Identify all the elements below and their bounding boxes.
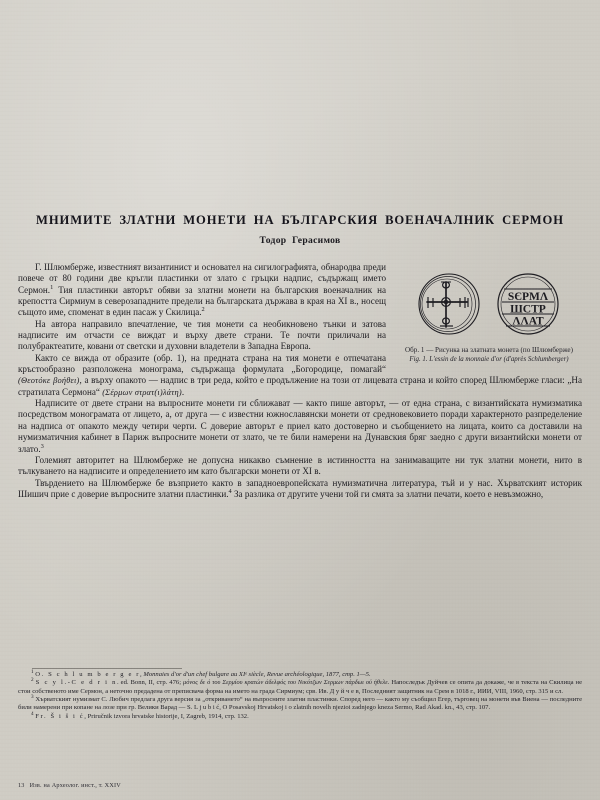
footnote-3-marker: 3: [31, 693, 34, 700]
footnote-2-text: . ed. Bonn, II, стр. 476;: [117, 679, 184, 687]
footnote-1-author: O. S c h l u m b e r g e r: [35, 671, 141, 678]
p3-text-a: Както се вижда от образите (обр. 1), на предната страна на тия монети е отпечатана кръстообразно разположена монограма, съдържаща формулата „Богородице, помагай“: [18, 352, 386, 375]
footnote-1-marker: 1: [31, 668, 34, 675]
paragraph-6: [18, 478, 582, 501]
p3-text-c: .: [181, 386, 185, 397]
reverse-coin-inscription-icon: [493, 269, 563, 339]
paragraph-4: [18, 398, 582, 455]
paragraph-2: На автора направило впечатление, че тия монети са необикновено тънки и затова надписите им отчасти се виждат и върху двете страни. Те почти приличали на полубрактеатите, ковани от светски и духовни владетели в Западна Европа.: [18, 318, 386, 352]
footnote-1-text: , Monnaies d'or d'un chef bulgare au XIᵉ siècle, Revue archéologique, 1877, стр. 1—5.: [140, 671, 371, 678]
series-title: Изв. на Археолог. инст., т. XXIV: [29, 782, 121, 789]
obverse-coin-monogram-icon: [415, 269, 485, 339]
footnote-2-author: S c y l.-C e d r i n: [35, 679, 118, 687]
page-title: МНИМИТЕ ЗЛАТНИ МОНЕТИ НА БЪЛГАРСКИЯ ВОЕНАЧАЛНИК СЕРМОН: [36, 213, 564, 228]
page-number: 13: [18, 782, 25, 789]
figure-caption-fr: Fig. 1. L'essin de la monnaie d'or (d'après Schlumberger): [409, 356, 569, 364]
paragraph-5: Големият авторитет на Шлюмберже не допусна никакво съмнение в истинността на занимаващите ни тук златни монети, нито в тълкуването на надписите и определението им като български монети от XI в.: [18, 454, 582, 477]
footnote-4-marker: 4: [31, 710, 34, 717]
footnote-ref-1[interactable]: 1: [50, 283, 54, 291]
page-content: [18, 0, 582, 800]
page-footer: [18, 782, 121, 789]
footnote-ref-2[interactable]: 2: [201, 306, 205, 314]
coin-illustrations: [396, 266, 582, 342]
greek-theotoke: (Θεοτόκε βοήθει): [18, 376, 80, 386]
article-author: Тодор Герасимов: [259, 235, 341, 246]
svg-text:ЅЄΡΜΛ: ЅЄΡΜΛ: [507, 291, 549, 303]
footnote-2: [18, 679, 582, 696]
p3-text-b: , а върху опакото — надпис в три реда, който е продължение на този от лицевата страна и който според Шлюмберже гласи: „На стратилата Сермона“: [18, 375, 582, 397]
footnote-2-marker: 2: [31, 677, 34, 684]
svg-text:ШСΤΡ: ШСΤΡ: [510, 303, 546, 316]
footnote-4-author: Fr. Š i š i ć: [35, 712, 85, 720]
p6-text-a: Твърдението на Шлюмберже бе възприето както в западноевропейската нумизматична литература, тъй и у нас. Хърватският историк Шишич прие с доверие въпросните златни пластинки.: [18, 477, 582, 499]
svg-text:ΛΛΑΤ: ΛΛΑΤ: [512, 315, 544, 328]
figure-caption-bg: Обр. 1 — Рисунка на златната монета (по Шлюмберже): [405, 346, 573, 354]
footnote-ref-4[interactable]: 4: [228, 487, 232, 495]
footnote-2-greek: μόνος δε ό του Σερμίου κρατών άδελφός του Νικότζων Σερμων πάρδωι ού ήθελε: [183, 679, 388, 687]
footnote-separator-rule: [32, 668, 182, 669]
p6-text-b: За разлика от другите учени той ги смята за златни печати, което е невъзможно,: [231, 488, 544, 499]
footnote-3: [18, 693, 582, 713]
greek-sermon-stratilate: (Σέρμων στρατ(ι)λάτη): [102, 387, 182, 397]
footnote-2-text2: . Напоследък Дуйчев се опита да докаже, че в текста на Скилица не стои собственото име Сермон, а неточно предадена от преписвача форма на името на града Сирмиум; срв. Ив. Д у й ч е в, Последният защитник на Срем в 1018 г., ИИИ, VIII, 1960, стр. 315 и сл.: [18, 679, 583, 695]
article-body: [18, 262, 582, 500]
figure-1: [396, 266, 582, 365]
footnote-4: [18, 710, 582, 721]
footnote-4-text: , Priručnik izvora hrvatske historije, I, Zagreb, 1914, стр. 132.: [84, 712, 249, 720]
footnote-3-text: Хърватският нумизмат С. Любич предлага друга версия за „откриването“ на въпросните златни пластинки. Според него — както му съобщил Егер, търговец на монети във Виена — последните били намерени при копане на лозе при гр. Велики Варад — S. L j u b i ć, O Posavskoj Hrvatskoj i o zlatnih novelh njezioi zadnjego kneza Sermo, Rad Akad. kn., 43, стр. 107.: [18, 696, 582, 712]
footnotes-section: [18, 668, 583, 721]
p4-text-a: Надписите от двете страни на въпросните монети ги сближават — както пише авторът, — от една страна, с византийската нумизматика посредством монограмата от лицето, а, от друга — с известни южнославянски монети от средновековието поради характерното разпределение на надписа от опакото между четири черти. С доверие авторът е приел като достоверно и съобщението на лицата, които са доставили на нумизматичния кабинет в Париж въпросните монети от злато, че те били намерени на Дунавския бряг заедно с други византийски монети от злато.: [18, 398, 582, 454]
figure-caption: [396, 346, 582, 365]
p1-text-b: Тия пластинки авторът обяви за златни монети на българския военачалник на крепостта Сирмиум в северозападните предели на българската държава в края на XI в., носещ същото име, споменат в един пасаж у Скилица.: [18, 284, 386, 318]
footnote-ref-3[interactable]: 3: [40, 442, 44, 450]
p1-text-a: Г. Шлюмберже, известният византинист и основател на сигилографията, обнародва преди повече от 80 години две кръгли пластинки от злато с гръцки надпис, съдържащ името Сермон.: [18, 262, 386, 295]
